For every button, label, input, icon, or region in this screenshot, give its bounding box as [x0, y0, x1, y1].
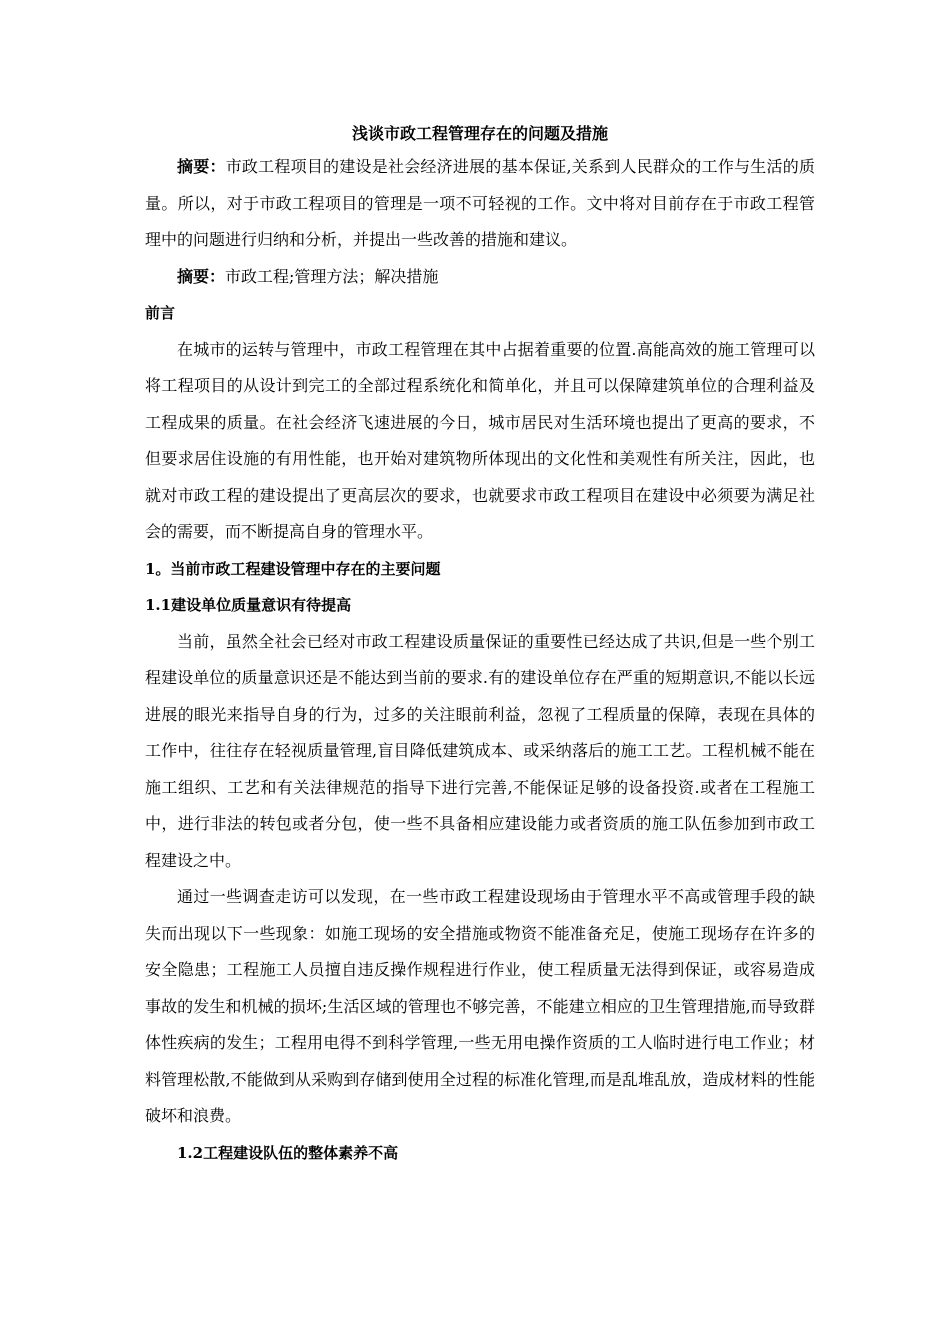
keywords-label: 摘要：: [177, 266, 226, 286]
abstract-paragraph: [145, 149, 815, 259]
abstract-label: 摘要：: [177, 157, 226, 176]
section-1-1-paragraph-1: 当前，虽然全社会已经对市政工程建设质量保证的重要性已经达成了共识,但是一些个别工程建设单位的质量意识还是不能达到当前的要求.有的建设单位存在严重的短期意识,不能以长远进展的眼光来指导自身的行为，过多的关注眼前利益，忽视了工程质量的保障，表现在具体的工作中，往往存在轻视质量管理,盲目降低建筑成本、或采纳落后的施工工艺。工程机械不能在施工组织、工艺和有关法律规范的指导下进行完善,不能保证足够的设备投资.或者在工程施工中，进行非法的转包或者分包，使一些不具备相应建设能力或者资质的施工队伍参加到市政工程建设之中。: [145, 631, 815, 870]
abstract-text: 市政工程项目的建设是社会经济进展的基本保证,关系到人民群众的工作与生活的质量。所以，对于市政工程项目的管理是一项不可轻视的工作。文中将对目前存在于市政工程管理中的问题进行归纳和分析，并提出一些改善的措施和建议。: [145, 157, 815, 249]
document-body: [145, 124, 815, 1171]
section-1-1-heading: 1.1建设单位质量意识有待提高: [145, 596, 352, 614]
section-1-heading: 1。当前市政工程建设管理中存在的主要问题: [145, 559, 441, 578]
keywords-paragraph: [145, 259, 815, 296]
section-1-1-paragraph-2: 通过一些调查走访可以发现，在一些市政工程建设现场由于管理水平不高或管理手段的缺失而出现以下一些现象：如施工现场的安全措施或物资不能准备充足，使施工现场存在许多的安全隐患；工程施工人员擅自违反操作规程进行作业，使工程质量无法得到保证，或容易造成事故的发生和机械的损坏;生活区域的管理也不够完善，不能建立相应的卫生管理措施,而导致群体性疾病的发生；工程用电得不到科学管理,一些无用电操作资质的工人临时进行电工作业；材料管理松散,不能做到从采购到存储到使用全过程的标准化管理,而是乱堆乱放，造成材料的性能破坏和浪费。: [145, 887, 815, 1125]
document-title: 浅谈市政工程管理存在的问题及措施: [351, 124, 608, 143]
preface-heading: 前言: [145, 304, 176, 322]
keywords-text: 市政工程;管理方法；解决措施: [225, 266, 439, 286]
preface-paragraph: 在城市的运转与管理中，市政工程管理在其中占据着重要的位置.高能高效的施工管理可以将工程项目的从设计到完工的全部过程系统化和简单化，并且可以保障建筑单位的合理利益及工程成果的质量。在社会经济飞速进展的今日，城市居民对生活环境也提出了更高的要求，不但要求居住设施的有用性能，也开始对建筑物所体现出的文化性和美观性有所关注，因此，也就对市政工程的建设提出了更高层次的要求，也就要求市政工程项目在建设中必须要为满足社会的需要，而不断提高自身的管理水平。: [145, 339, 815, 541]
section-1-2-heading: 1.2工程建设队伍的整体素养不高: [177, 1143, 399, 1162]
